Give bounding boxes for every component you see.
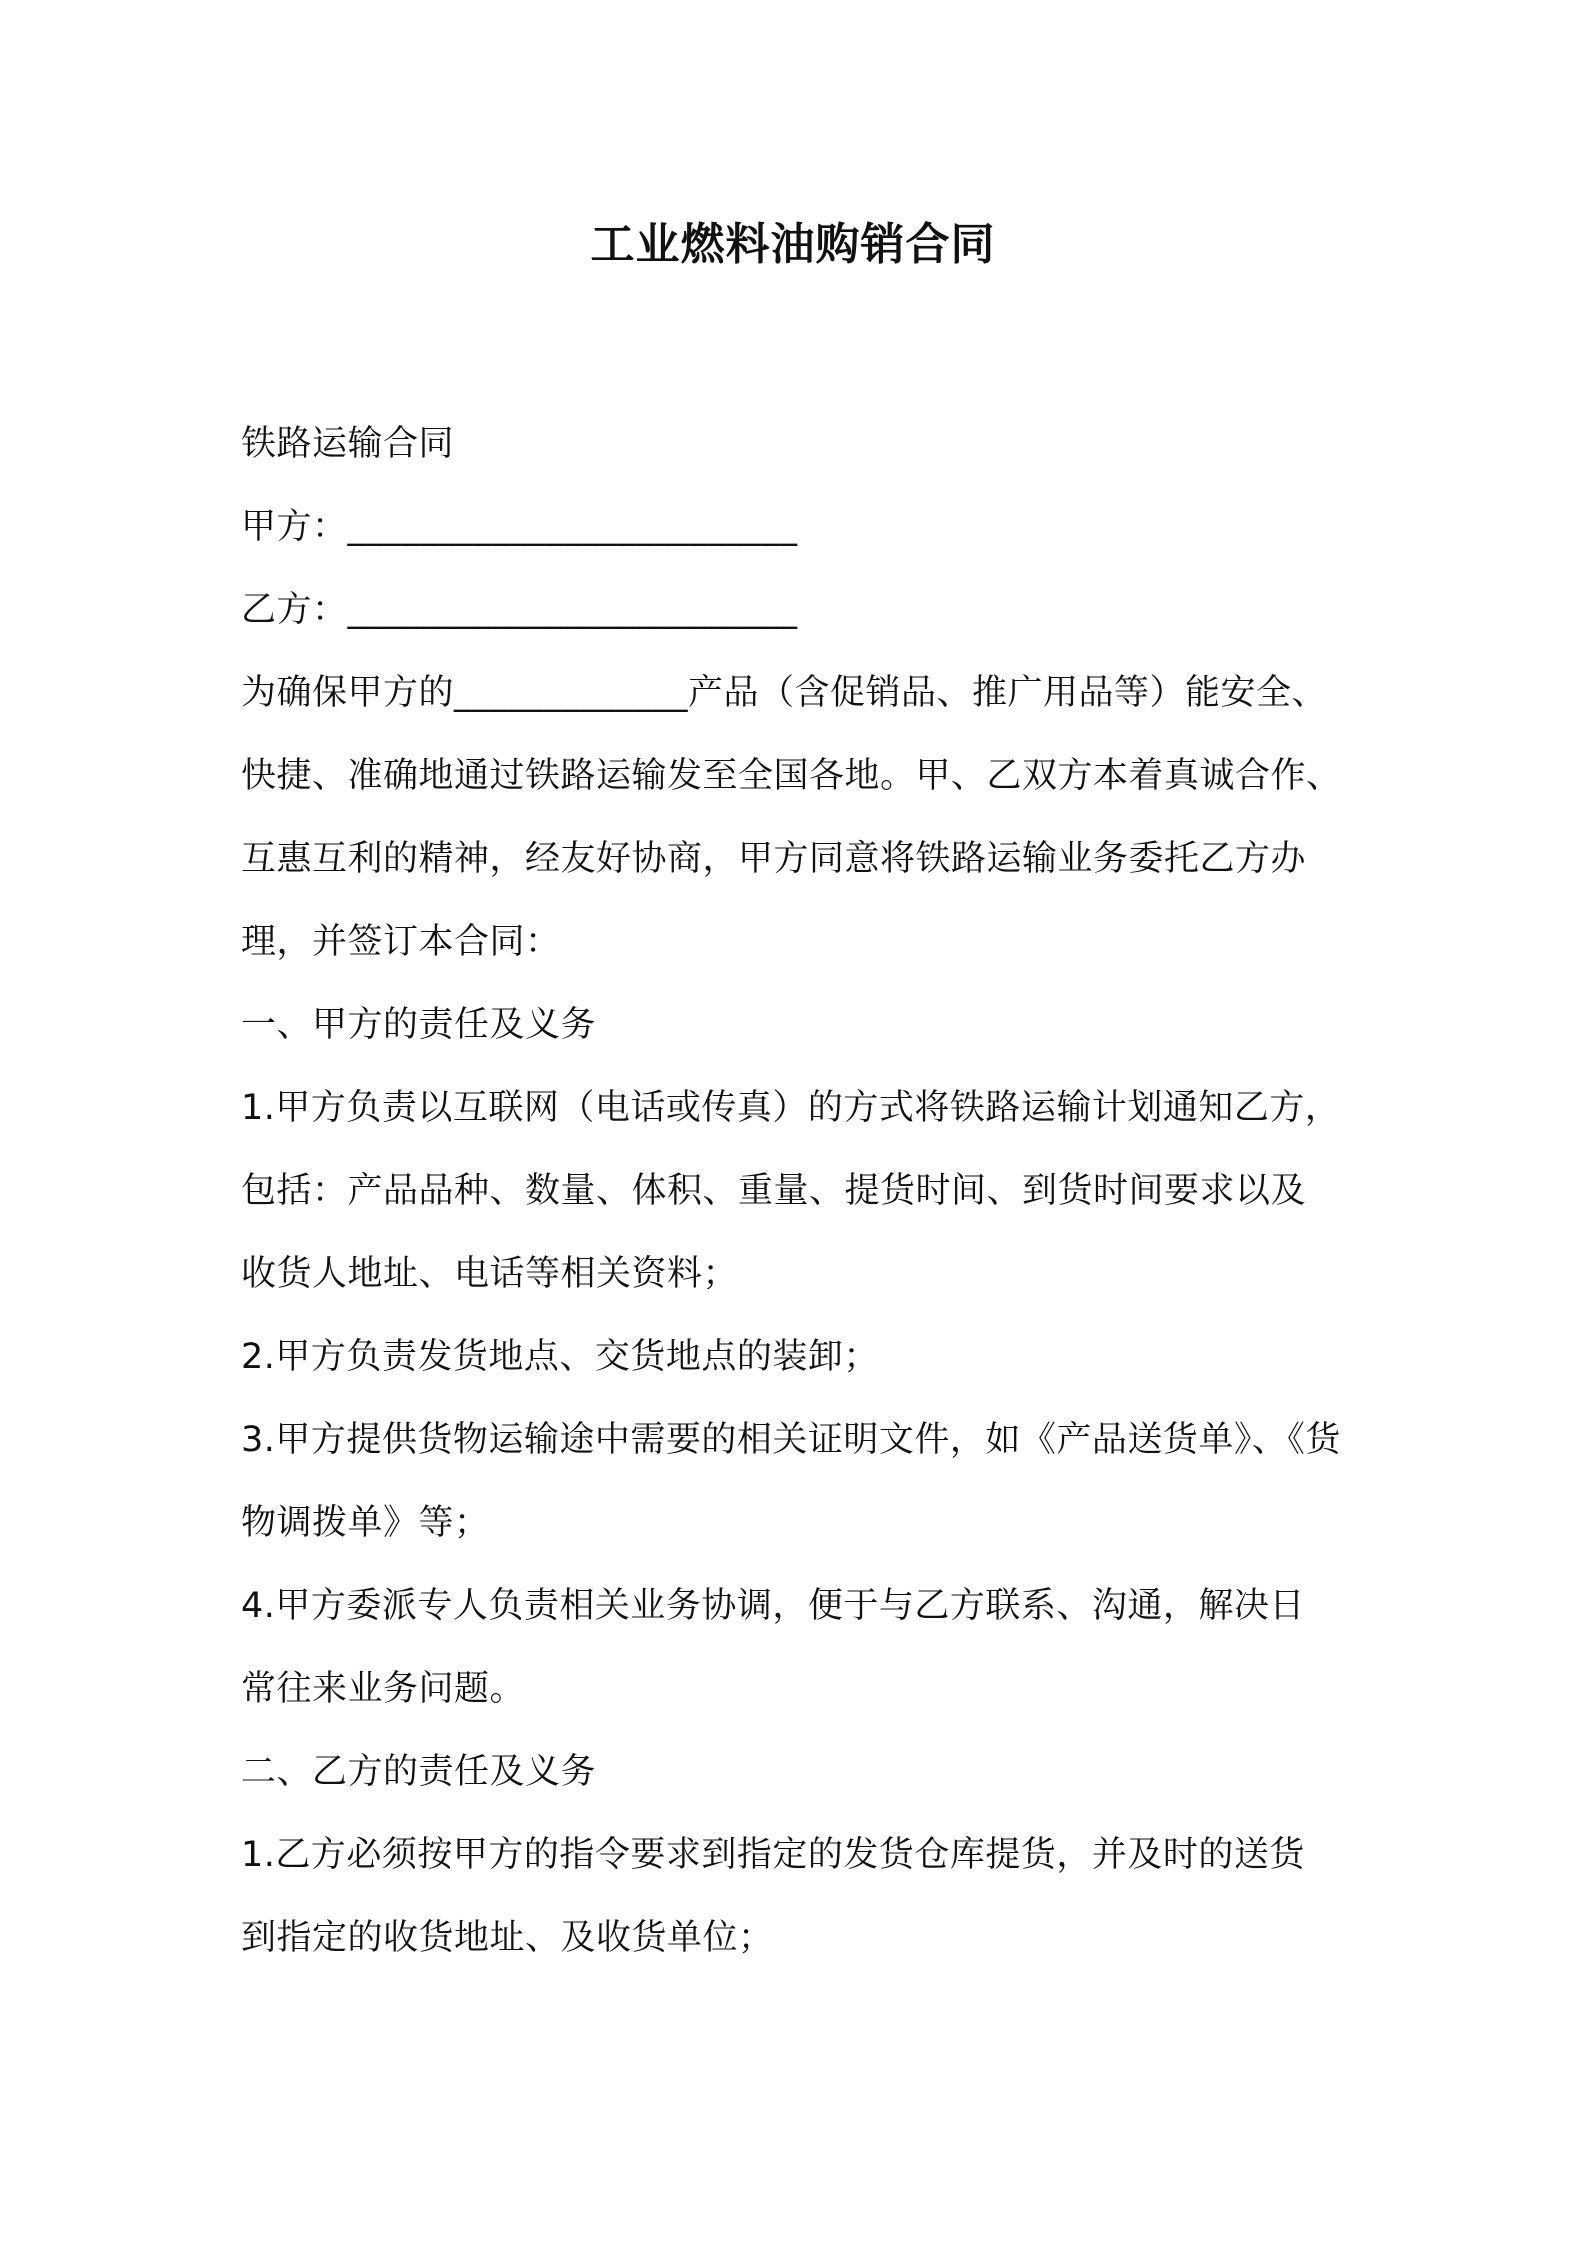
paragraph-line: 到指定的收货地址、及收货单位； [241, 1918, 774, 1958]
section-heading-railway-contract: 铁路运输合同 [241, 424, 455, 464]
document-title: 工业燃料油购销合同 [590, 219, 996, 270]
document-body [241, 403, 1361, 1980]
paragraph-line: 互惠互利的精神，经友好协商，甲方同意将铁路运输业务委托乙方办 [241, 839, 1307, 879]
paragraph-line: 4.甲方委派专人负责相关业务协调，便于与乙方联系、沟通，解决日 [241, 1586, 1305, 1626]
section-heading-party-a: 一、甲方的责任及义务 [241, 1005, 597, 1045]
paragraph-line: 常往来业务问题。 [241, 1669, 526, 1709]
paragraph-line: 1.乙方必须按甲方的指令要求到指定的发货仓库提货，并及时的送货 [241, 1835, 1305, 1875]
paragraph-line: 包括：产品品种、数量、体积、重量、提货时间、到货时间要求以及 [241, 1171, 1307, 1211]
paragraph-line: 收货人地址、电话等相关资料； [241, 1254, 739, 1294]
paragraph-line: 2.甲方负责发货地点、交货地点的装卸； [241, 1337, 879, 1377]
party-a-line: 甲方：_________________________ [241, 507, 798, 547]
paragraph-line: 1.甲方负责以互联网（电话或传真）的方式将铁路运输计划通知乙方， [241, 1088, 1341, 1128]
paragraph-line: 理，并签订本合同： [241, 922, 561, 962]
paragraph-line: 为确保甲方的_____________产品（含促销品、推广用品等）能安全、 [241, 673, 1328, 713]
section-heading-party-b: 二、乙方的责任及义务 [241, 1752, 597, 1792]
party-b-line: 乙方：_________________________ [241, 590, 798, 630]
paragraph-line: 快捷、准确地通过铁路运输发至全国各地。甲、乙双方本着真诚合作、 [241, 756, 1342, 796]
paragraph-line: 3.甲方提供货物运输途中需要的相关证明文件，如《产品送货单》、《货 [241, 1420, 1341, 1460]
paragraph-line: 物调拨单》等； [241, 1503, 490, 1543]
